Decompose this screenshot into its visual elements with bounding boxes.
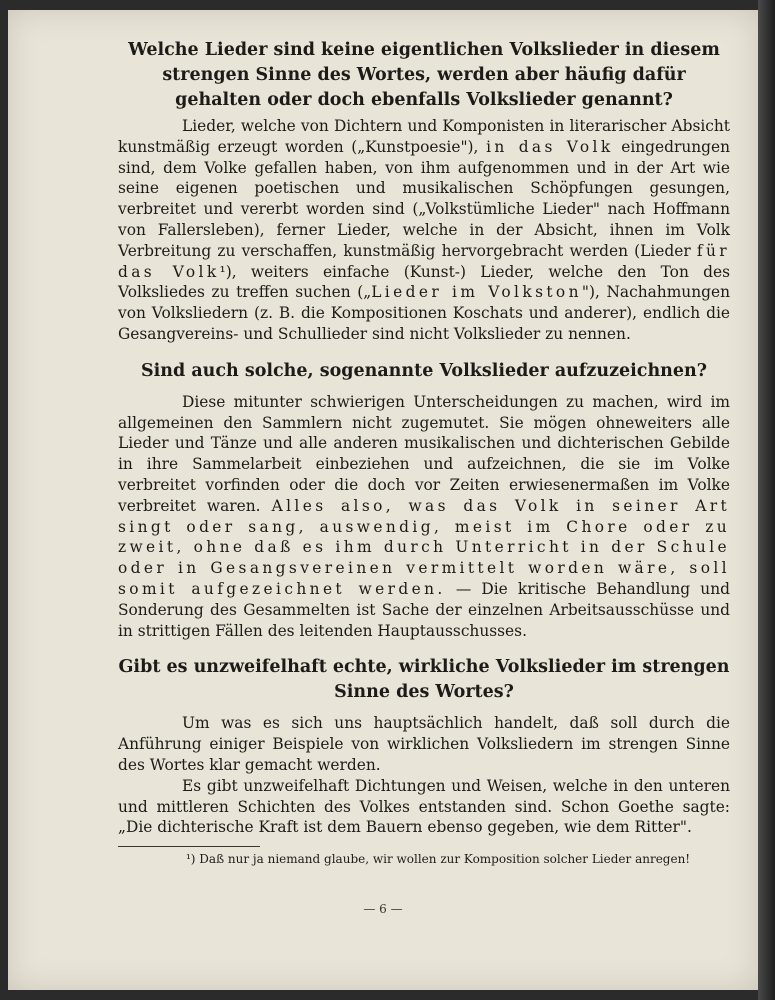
paragraph-examples: Um was es sich uns hauptsächlich handelt, daß soll durch die Anführung einiger Beispiele von wirklichen Volksliedern im strengen Sinne des Wortes klar gemacht werden. <box>118 714 730 774</box>
spaced-text: Lieder im Volkston <box>371 283 582 302</box>
paragraph-goethe: Es gibt unzweifelhaft Dichtungen und Weisen, welche in den unteren und mittleren Schichten des Volkes entstanden sind. Schon Goethe sagte: „Die dichterische Kraft ist dem Bauern ebenso gegeben, wie dem Ritter". <box>118 776 730 837</box>
paragraph-non-folk-songs <box>118 116 730 345</box>
heading-genuine-folk-songs: Gibt es unzweifelhaft echte, wirkliche Volkslieder im strengen Sinne des Wortes? <box>118 657 730 703</box>
text-segment: Lieder, welche von Dichtern und Komponisten in literarischer Absicht kunstmäßig erzeugt worden („Kunstpoesie"), <box>118 117 730 156</box>
heading-non-folk-songs: Welche Lieder sind keine eigentlichen Volkslieder in diesem strengen Sinne des Wortes, werden aber häufig dafür gehalten oder doch ebenfalls Volkslieder genannt? <box>128 40 720 110</box>
text-segment: ¹), weiters einfache (Kunst-) Lieder, welche den Ton des Volksliedes zu treffen suchen („ <box>118 262 731 302</box>
book-spine <box>758 0 775 1000</box>
page-content <box>118 38 730 868</box>
heading-record-so-called: Sind auch solche, sogenannte Volkslieder aufzuzeichnen? <box>140 360 708 381</box>
spaced-text: in das Volk <box>486 137 614 156</box>
text-segment: "), Nachahmungen von Volksliedern (z. B. die Kompositionen Koschats und anderer), endlich die Gesangvereins- und Schullieder sind nicht Volkslieder zu nennen. <box>118 283 730 343</box>
spaced-text: für das Volk <box>118 241 730 281</box>
page-sheet <box>8 10 758 990</box>
text-segment: — Die kritische Behandlung und Sonderung des Gesammelten ist Sache der einzelnen Arbeitsausschüsse und in strittigen Fällen des leitenden Hauptausschusses. <box>118 579 730 640</box>
page-number: — 6 — <box>363 902 403 916</box>
text-segment: eingedrungen sind, dem Volke gefallen haben, von ihm aufgenommen und in der Art wie seine eigenen poetischen und musikalischen Schöpfungen gesungen, verbreitet und vererbt worden sind („Volkstümliche Lieder" nach Hoffmann von Fallersleben), ferner Lieder, welche in der Absicht, ihnen im Volk Verbreitung zu verschaffen, kunstmäßig hervorgebracht werden (Lieder <box>118 137 731 260</box>
footnote-divider <box>118 846 260 847</box>
text-segment: Diese mitunter schwierigen Unterscheidungen zu machen, wird im allgemeinen den Sammlern nicht zugemutet. Sie mögen ohneweiters alle Lieder und Tänze und alle anderen musikalischen und dichterischen Gebilde in ihre Sammelarbeit einbeziehen und aufzeichnen, die sie im Volke verbreitet vorfinden oder die doch vor Zeiten erwiesenermaßen im Volke verbreitet waren. <box>118 392 730 515</box>
footnote: ¹) Daß nur ja niemand glaube, wir wollen zur Komposition solcher Lieder anregen! <box>186 852 691 867</box>
spaced-text: Alles also, was das Volk in seiner Art singt oder sang, auswendig, meist im Chore oder zu zweit, ohne daß es ihm durch Unterricht in der Schule oder in Gesangsvereinen vermittelt worden wäre, soll somit aufgezeichnet werden. <box>118 496 731 598</box>
paragraph-record-so-called <box>118 392 730 642</box>
